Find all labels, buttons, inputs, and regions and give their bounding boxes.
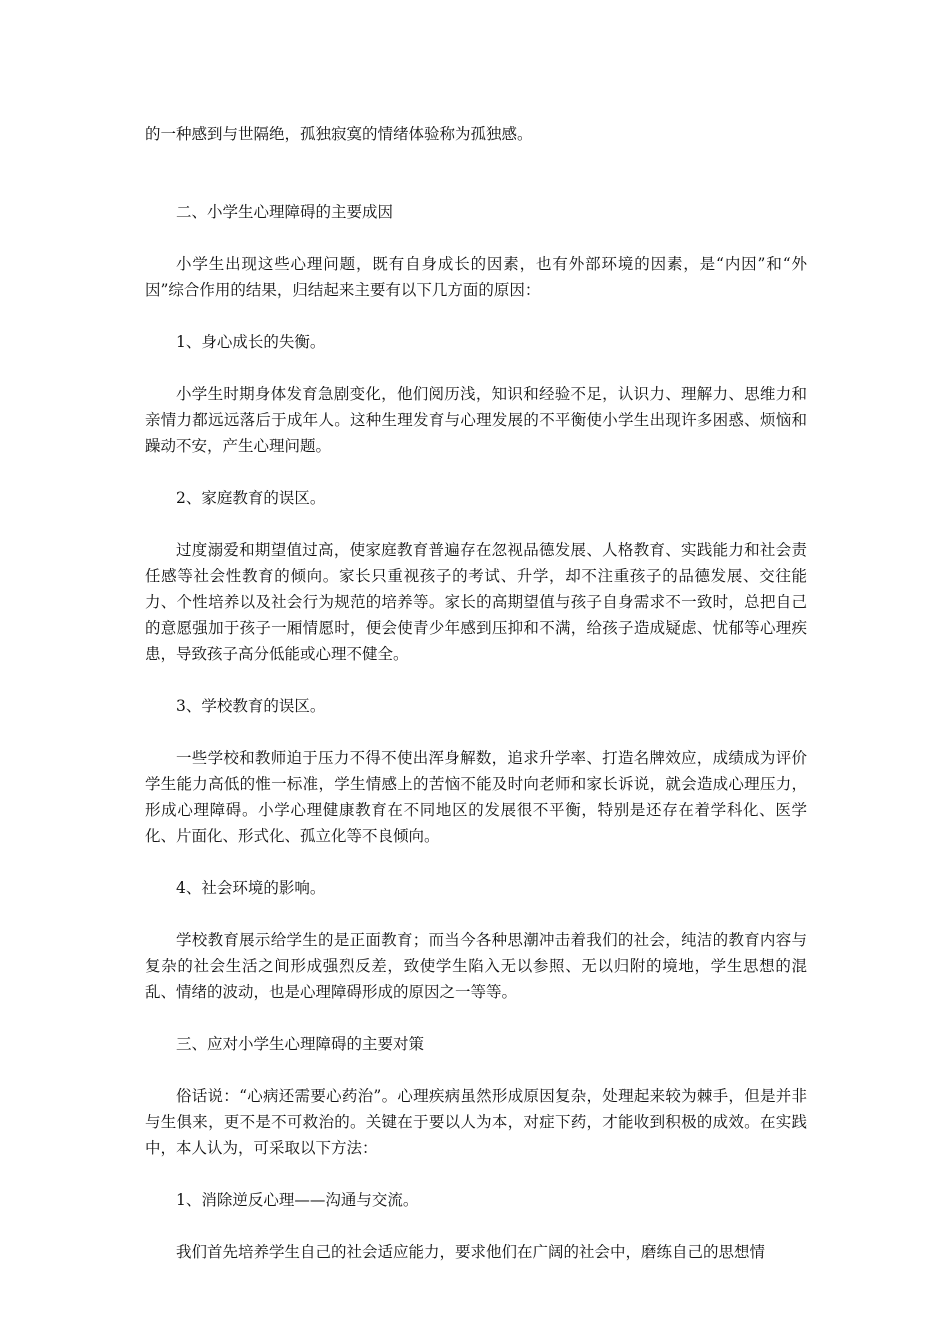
paragraph-strategies-intro: 俗话说：“心病还需要心药治”。心理疾病虽然形成原因复杂，处理起来较为棘手，但是并非与生俱来，更不是不可救治的。关键在于要以人为本，对症下药，才能收到积极的成效。在实践中，本人认为，可采取以下方法： — [145, 1087, 807, 1157]
paragraph-continuation: 的一种感到与世隔绝，孤独寂寞的情绪体验称为孤独感。 — [145, 125, 533, 143]
paragraph-strategy-1: 我们首先培养学生自己的社会适应能力，要求他们在广阔的社会中，磨练自己的思想情 — [176, 1243, 766, 1261]
subheading-cause-1: 1、身心成长的失衡。 — [176, 333, 326, 351]
subheading-cause-2: 2、家庭教育的误区。 — [176, 489, 326, 507]
paragraph-causes-intro: 小学生出现这些心理问题，既有自身成长的因素，也有外部环境的因素，是“内因”和“外因”综合作用的结果，归结起来主要有以下几方面的原因： — [145, 255, 807, 299]
paragraph-cause-4: 学校教育展示给学生的是正面教育；而当今各种思潮冲击着我们的社会，纯洁的教育内容与复杂的社会生活之间形成强烈反差，致使学生陷入无以参照、无以归附的境地，学生思想的混乱、情绪的波动，也是心理障碍形成的原因之一等等。 — [145, 931, 807, 1001]
paragraph-cause-1: 小学生时期身体发育急剧变化，他们阅历浅，知识和经验不足，认识力、理解力、思维力和亲情力都远远落后于成年人。这种生理发育与心理发展的不平衡使小学生出现许多困惑、烦恼和躁动不安，产生心理问题。 — [145, 385, 807, 455]
paragraph-cause-2: 过度溺爱和期望值过高，使家庭教育普遍存在忽视品德发展、人格教育、实践能力和社会责任感等社会性教育的倾向。家长只重视孩子的考试、升学，却不注重孩子的品德发展、交往能力、个性培养以及社会行为规范的培养等。家长的高期望值与孩子自身需求不一致时，总把自己的意愿强加于孩子一厢情愿时，便会使青少年感到压抑和不满，给孩子造成疑虑、忧郁等心理疾患，导致孩子高分低能或心理不健全。 — [145, 541, 807, 663]
section-heading-3: 三、应对小学生心理障碍的主要对策 — [176, 1035, 425, 1053]
paragraph-cause-3: 一些学校和教师迫于压力不得不使出浑身解数，追求升学率、打造名牌效应，成绩成为评价学生能力高低的惟一标准，学生情感上的苦恼不能及时向老师和家长诉说，就会造成心理压力，形成心理障碍。小学心理健康教育在不同地区的发展很不平衡，特别是还存在着学科化、医学化、片面化、形式化、孤立化等不良倾向。 — [145, 749, 807, 845]
section-heading-2: 二、小学生心理障碍的主要成因 — [176, 203, 394, 221]
subheading-strategy-1: 1、消除逆反心理——沟通与交流。 — [176, 1191, 419, 1209]
subheading-cause-4: 4、社会环境的影响。 — [176, 879, 326, 897]
document-body — [145, 121, 807, 1265]
subheading-cause-3: 3、学校教育的误区。 — [176, 697, 326, 715]
